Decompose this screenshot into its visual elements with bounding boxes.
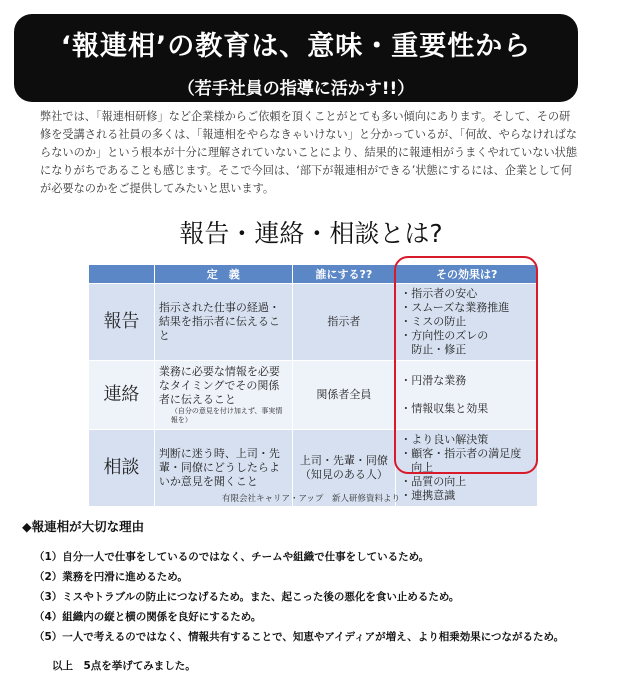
list-item: （3）ミスやトラブルの防止につなげるため。また、起こった後の悪化を食い止めるため。 [34,591,460,603]
table-source: 有限会社キャリア・アップ 新人研修資料より [222,494,400,504]
row-definition [154,284,292,361]
effect-line: ・ミスの防止 [400,315,467,328]
header-effect: その効果は? [396,265,538,284]
effect-line: 防止・修正 [400,343,467,356]
reasons-list [34,547,564,647]
header-blank [89,265,155,284]
row-target: 上司・先輩・同僚（知見のある人） [292,430,396,507]
row-definition [154,361,292,430]
banner-title: ‘報連相’の教育は、意味・重要性から [60,31,532,62]
definition-text: 判断に迷う時、上司・先輩・同僚にどうしたらよいか意見を聞くこと [158,447,280,488]
list-item: （2）業務を円滑に進めるため。 [34,571,188,583]
row-label: 報告 [89,284,155,361]
effect-line: ・指示者の安心 [400,287,478,300]
row-target: 関係者全員 [292,361,396,430]
effect-line: ・情報収集と効果 [400,402,489,415]
effect-line: ・円滑な業務 [400,374,467,387]
effect-highlight-circle [394,256,538,474]
row-target: 指示者 [292,284,396,361]
effect-line: ・品質の向上 [400,475,467,488]
list-item: （1）自分一人で仕事をしているのではなく、チームや組織で仕事をしているため。 [34,551,430,563]
closing-text: 以上 5点を挙げてみました。 [52,660,196,672]
row-label: 相談 [89,430,155,507]
effect-line: ・顧客・指示者の満足度 [400,447,522,460]
effect-line: ・より良い解決策 [400,433,489,446]
definition-text: 指示された仕事の経過・結果を指示者に伝えること [158,301,280,342]
reasons-heading: ◆報連相が大切な理由 [22,519,145,534]
row-label: 連絡 [89,361,155,430]
effect-line: ・スムーズな業務推進 [400,301,510,314]
banner-subtitle: （若手社員の指導に活かす!!） [177,79,415,99]
list-item: （5）一人で考えるのではなく、情報共有することで、知恵やアイディアが増え、より相乗効果につながるため。 [34,631,565,643]
definition-text: 業務に必要な情報を必要なタイミングでその関係者に伝えること [158,365,280,406]
effect-line: ・連携意識 [400,489,456,502]
effect-line: ・方向性のズレの [400,329,489,342]
intro-paragraph: 弊社では、「報連相研修」など企業様からご依頼を頂くことがとても多い傾向にあります。そして、その研修を受講される社員の多くは、「報連相をやらなきゃいけない」と分かっているが、「何故、やらなければならないのか」という根本が十分に理解されていないことにより、結果的に報連相がうまくやれていない状態になりがちであることも感じます。そこで今回は、‘部下が報連相ができる’状態にするには、企業として何が必要なのかをご提供してみたいと思います。 [40,110,578,195]
effect-line: 向上 [400,461,434,474]
definition-note: （自分の意見を付け加えず、事実情報を） [170,407,283,424]
list-item: （4）組織内の縦と横の関係を良好にするため。 [34,611,262,623]
header-definition: 定 義 [154,265,292,284]
table-title: 報告・連絡・相談とは? [179,219,443,248]
header-target: 誰にする?? [292,265,396,284]
title-banner [14,14,578,102]
